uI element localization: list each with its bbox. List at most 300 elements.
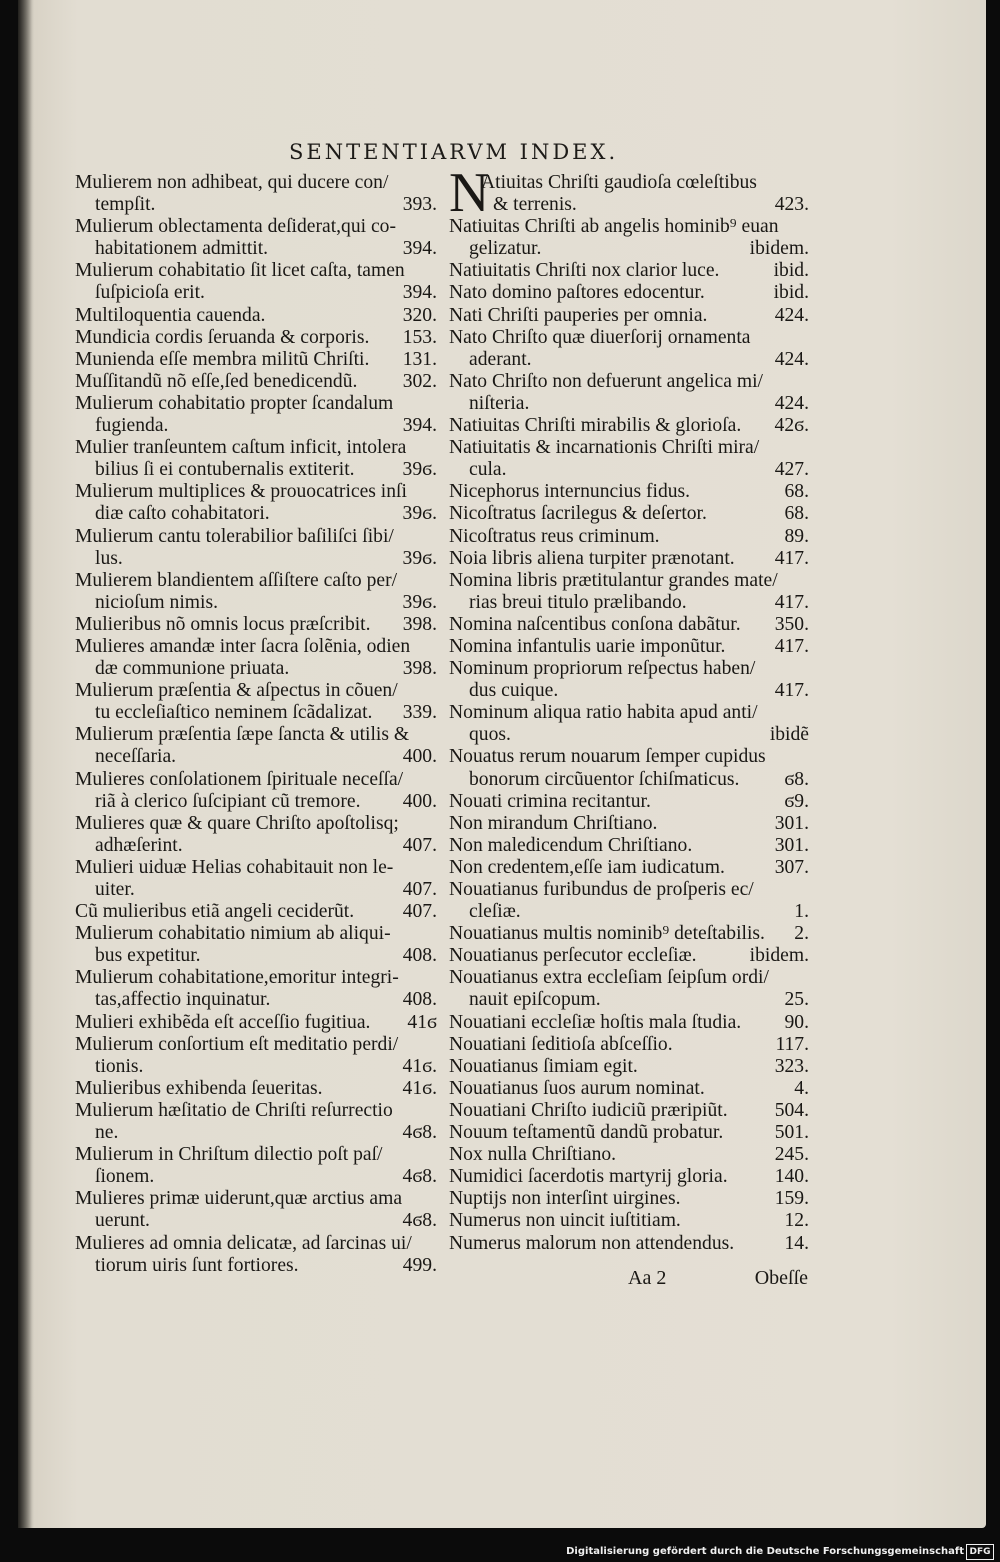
entry-text: Nouatianus furibundus de proſperis ec/ xyxy=(449,879,754,900)
index-entry-line xyxy=(449,813,809,835)
signature-mark: Aa 2 xyxy=(628,1267,667,1289)
index-entry xyxy=(75,1144,437,1188)
index-entry-line xyxy=(449,1188,809,1210)
index-entry-line xyxy=(449,194,809,216)
index-entry-line xyxy=(75,769,437,791)
entry-text: Mulieres ad omnia delicatæ, ad ſarcinas ui/ xyxy=(75,1232,412,1254)
index-entry xyxy=(75,857,437,901)
index-entry xyxy=(449,1144,809,1166)
index-entry xyxy=(75,1233,437,1277)
page-reference: 393. xyxy=(402,194,437,216)
entry-text: Natiuitatis Chriſti nox clarior luce. xyxy=(449,260,720,282)
index-entry-line xyxy=(449,260,809,282)
entry-text: uerunt. xyxy=(95,1210,150,1232)
page-reference: 407. xyxy=(402,901,437,923)
page-reference: 41ϭ. xyxy=(402,1055,437,1077)
index-entry-line xyxy=(449,371,809,393)
index-entry xyxy=(75,923,437,967)
index-entry xyxy=(449,813,809,835)
page-reference: 140. xyxy=(774,1166,809,1188)
index-entry xyxy=(449,216,809,260)
index-entry xyxy=(449,1100,809,1122)
index-entry-line xyxy=(449,415,809,437)
index-entry xyxy=(75,327,437,349)
index-entry xyxy=(75,305,437,327)
page-reference: 423. xyxy=(774,194,809,216)
index-entry xyxy=(75,1100,437,1144)
index-entry-line xyxy=(75,1144,437,1166)
index-entry-line xyxy=(449,437,809,459)
index-entry-line xyxy=(449,923,809,945)
page-reference: 398. xyxy=(402,613,437,635)
entry-text: Noia libris aliena turpiter prænotant. xyxy=(449,547,735,569)
entry-text: Numerus non uincit iuſtitiam. xyxy=(449,1210,681,1232)
index-entry-line xyxy=(449,1012,809,1034)
index-entry-line xyxy=(75,260,437,282)
entry-text: Nouatianus multis nominib⁹ deteſtabilis. xyxy=(449,923,765,945)
index-entry-line xyxy=(449,791,809,813)
entry-text: Multiloquentia cauenda. xyxy=(75,304,266,326)
page-reference: 417. xyxy=(774,591,809,613)
right-column xyxy=(449,162,809,1255)
index-entry xyxy=(75,481,437,525)
index-entry-line xyxy=(75,503,437,525)
entry-text: Mulieri exhibẽda eſt acceſſio fugitiua. xyxy=(75,1011,371,1033)
entry-text: Natiuitas Chriſti mirabilis & glorioſa. xyxy=(449,415,742,437)
entry-text: Mulierum cantu tolerabilior baſiliſci ſibi/ xyxy=(75,525,394,547)
index-entry xyxy=(449,1056,809,1078)
page-reference: ϭ9. xyxy=(784,790,809,812)
index-entry-line xyxy=(449,1056,809,1078)
index-entry-line xyxy=(75,1233,437,1255)
entry-text: Muſſitandũ nõ eſſe,ſed benedicendũ. xyxy=(75,370,358,392)
index-entry xyxy=(449,327,809,371)
page-reference: 39ϭ. xyxy=(402,459,437,481)
entry-text: Mulierum hæſitatio de Chriſti reſurrectio xyxy=(75,1099,393,1121)
entry-text: Nox nulla Chriſtiano. xyxy=(449,1144,617,1166)
index-entry xyxy=(75,1012,437,1034)
page-reference: 407. xyxy=(402,879,437,900)
index-entry-line xyxy=(75,658,437,680)
page-reference: 350. xyxy=(774,613,809,635)
index-entry-line xyxy=(449,570,809,592)
index-entry-line xyxy=(75,305,437,327)
page-reference: 4. xyxy=(794,1077,809,1099)
entry-text: nicioſum nimis. xyxy=(95,591,219,613)
entry-text: Cũ mulieribus etiã angeli ceciderũt. xyxy=(75,901,355,923)
entry-text: Nato Chriſto quæ diuerſorij ornamenta xyxy=(449,326,751,348)
page-reference: ibidem. xyxy=(749,945,809,967)
index-entry xyxy=(449,658,809,702)
entry-text: Nouatianus perſecutor eccleſiæ. xyxy=(449,945,697,967)
index-entry-line xyxy=(75,548,437,570)
page-reference: 159. xyxy=(774,1188,809,1210)
entry-text: nauit epiſcopum. xyxy=(469,989,601,1011)
entry-text: Nicephorus internuncius fidus. xyxy=(449,481,691,503)
page-reference: 117. xyxy=(775,1033,809,1055)
index-entry-line xyxy=(75,1188,437,1210)
page-reference: 499. xyxy=(402,1254,437,1276)
index-entry-line xyxy=(75,702,437,724)
index-entry-line xyxy=(449,901,809,923)
index-entry-line xyxy=(449,945,809,967)
entry-text: Mulierum cohabitatio ſit licet caſta, tamen xyxy=(75,260,405,282)
index-entry-line xyxy=(449,746,809,768)
index-entry-line xyxy=(449,857,809,879)
index-entry-line xyxy=(75,989,437,1011)
index-entry-line xyxy=(75,857,437,879)
page-reference: 408. xyxy=(402,945,437,967)
entry-text: Nato domino paſtores edocentur. xyxy=(449,282,705,304)
index-entry xyxy=(75,371,437,393)
index-entry-line xyxy=(75,879,437,901)
index-entry xyxy=(449,1166,809,1188)
index-entry-line xyxy=(75,415,437,437)
entry-text: Mulierum oblectamenta deſiderat,qui co- xyxy=(75,216,397,238)
index-entry-line xyxy=(449,216,809,238)
page-reference: ϭ8. xyxy=(784,768,809,790)
entry-text: Nouatiani Chriſto iudiciũ præripiũt. xyxy=(449,1099,728,1121)
entry-text: Mundicia cordis ſeruanda & corporis. xyxy=(75,326,370,348)
index-entry-line xyxy=(75,459,437,481)
index-entry xyxy=(75,172,437,216)
index-entry-line xyxy=(75,437,437,459)
entry-text: Mulieres primæ uiderunt,quæ arctius ama xyxy=(75,1188,403,1210)
entry-text: tempſit. xyxy=(95,194,156,216)
index-entry-line xyxy=(75,923,437,945)
index-entry xyxy=(449,967,809,1011)
index-entry xyxy=(449,1233,809,1255)
index-entry-line xyxy=(75,349,437,371)
index-entry xyxy=(449,570,809,614)
index-entry-line xyxy=(75,835,437,857)
page-reference: 68. xyxy=(784,481,809,503)
index-entry-line xyxy=(449,172,809,194)
entry-text: Atiuitas Chriſti gaudioſa cœleſtibus xyxy=(481,172,757,193)
index-entry-line xyxy=(75,194,437,216)
page-reference: 1. xyxy=(794,901,809,923)
index-entry-line xyxy=(75,1255,437,1277)
page-reference: 398. xyxy=(402,658,437,680)
page-reference: 501. xyxy=(774,1122,809,1144)
entry-text: habitationem admittit. xyxy=(95,238,269,260)
index-entry xyxy=(75,769,437,813)
index-entry xyxy=(449,548,809,570)
entry-text: dus cuique. xyxy=(469,680,559,702)
page-reference: 4ϭ8. xyxy=(402,1122,437,1144)
index-entry-line xyxy=(449,481,809,503)
entry-text: uiter. xyxy=(95,879,135,900)
page-reference: 394. xyxy=(402,415,437,437)
entry-text: Mulieres amandæ inter ſacra ſolẽnia, odien xyxy=(75,635,411,657)
entry-text: Mulieri uiduæ Helias cohabitauit non le- xyxy=(75,856,394,878)
index-entry xyxy=(449,282,809,304)
entry-text: Mulierum in Chriſtum dilectio poſt paſ/ xyxy=(75,1144,383,1166)
entry-text: Mulierum cohabitatio nimium ab aliqui- xyxy=(75,923,391,945)
index-entry-line xyxy=(75,570,437,592)
entry-text: Mulierum præſentia ſæpe ſancta & utilis & xyxy=(75,724,410,746)
entry-text: Mulierum conſortium eſt meditatio perdi/ xyxy=(75,1033,399,1055)
page-reference: 427. xyxy=(774,459,809,481)
page-reference: 504. xyxy=(774,1099,809,1121)
entry-text: Nati Chriſti pauperies per omnia. xyxy=(449,304,708,326)
funding-credit: Digitalisierung gefördert durch die Deutsche Forschungsgemeinschaft xyxy=(566,1546,964,1557)
dfg-logo-badge: DFG xyxy=(966,1544,994,1560)
page-reference: 90. xyxy=(784,1011,809,1033)
entry-text: Nominum propriorum reſpectus haben/ xyxy=(449,658,756,680)
entry-text: tionis. xyxy=(95,1055,144,1077)
index-entry-line xyxy=(449,1100,809,1122)
page-reference: ibid. xyxy=(773,260,809,282)
page-reference: 4ϭ8. xyxy=(402,1166,437,1188)
page-reference: 400. xyxy=(402,746,437,768)
index-entry xyxy=(449,260,809,282)
entry-text: Nicoſtratus reus criminum. xyxy=(449,525,660,547)
index-entry xyxy=(449,791,809,813)
index-entry-line xyxy=(449,879,809,901)
entry-text: Nomina naſcentibus conſona dabãtur. xyxy=(449,613,741,635)
page-reference: 424. xyxy=(774,304,809,326)
index-entry xyxy=(75,393,437,437)
index-entry xyxy=(449,1078,809,1100)
entry-text: Nouatus rerum nouarum ſemper cupidus xyxy=(449,746,766,768)
page-reference: 301. xyxy=(774,834,809,856)
index-entry xyxy=(75,526,437,570)
index-entry xyxy=(449,1012,809,1034)
page-reference: 394. xyxy=(402,238,437,260)
index-entry-line xyxy=(75,592,437,614)
index-entry xyxy=(75,437,437,481)
page-reference: 39ϭ. xyxy=(402,591,437,613)
entry-text: Nouatianus ſuos aurum nominat. xyxy=(449,1077,705,1099)
index-entry-line xyxy=(75,172,437,194)
entry-text: Munienda eſſe membra militũ Chriſti. xyxy=(75,348,370,370)
index-entry-line xyxy=(449,459,809,481)
index-entry-line xyxy=(449,1166,809,1188)
entry-text: neceſſaria. xyxy=(95,746,177,768)
entry-text: Nouatianus ſimiam egit. xyxy=(449,1055,638,1077)
index-entry-line xyxy=(75,1100,437,1122)
entry-text: fugienda. xyxy=(95,415,169,437)
index-entry-line xyxy=(449,835,809,857)
index-entry xyxy=(75,1188,437,1232)
index-entry-line xyxy=(75,371,437,393)
entry-text: gelizatur. xyxy=(469,238,542,260)
page-reference: 41ϭ xyxy=(407,1011,437,1033)
index-entry xyxy=(449,746,809,790)
index-entry-line xyxy=(449,305,809,327)
page-reference: 2. xyxy=(794,923,809,945)
index-entry-line xyxy=(75,1210,437,1232)
page-reference: ibid. xyxy=(773,282,809,304)
spine-shadow xyxy=(18,0,34,1528)
index-entry xyxy=(449,614,809,636)
index-entry-line xyxy=(75,216,437,238)
index-entry xyxy=(449,1210,809,1232)
entry-text: bilius ſi ei contubernalis extiterit. xyxy=(95,459,355,481)
entry-text: Non credentem,eſſe iam iudicatum. xyxy=(449,856,725,878)
entry-text: Natiuitatis & incarnationis Chriſti mira/ xyxy=(449,437,760,459)
index-entry-line xyxy=(75,1056,437,1078)
page-reference: 42ϭ. xyxy=(774,415,809,437)
index-entry-line xyxy=(449,1144,809,1166)
index-entry xyxy=(449,162,809,224)
entry-text: Mulieres conſolationem ſpirituale neceſſa/ xyxy=(75,768,404,790)
entry-text: Nuptijs non interſint uirgines. xyxy=(449,1188,681,1210)
index-entry xyxy=(449,923,809,945)
index-entry xyxy=(449,481,809,503)
index-entry xyxy=(449,1034,809,1056)
index-entry-line xyxy=(449,1210,809,1232)
index-entry xyxy=(75,614,437,636)
entry-text: Numidici ſacerdotis martyrij gloria. xyxy=(449,1166,728,1188)
page-reference: 339. xyxy=(402,702,437,724)
entry-text: niſteria. xyxy=(469,392,530,414)
entry-text: dæ communione priuata. xyxy=(95,658,290,680)
index-entry-line xyxy=(75,724,437,746)
page-reference: 400. xyxy=(402,790,437,812)
page-reference: 408. xyxy=(402,989,437,1011)
entry-text: diæ caſto cohabitatori. xyxy=(95,503,270,525)
entry-text: Mulier tranſeuntem caſtum inficit, intolera xyxy=(75,437,407,459)
index-entry xyxy=(75,1034,437,1078)
index-entry-line xyxy=(75,526,437,548)
index-entry xyxy=(449,879,809,923)
entry-text: Mulierum cohabitatione,emoritur integri- xyxy=(75,967,399,989)
index-entry-line xyxy=(449,1078,809,1100)
index-entry xyxy=(75,1078,437,1100)
index-entry-line xyxy=(75,1078,437,1100)
page-reference: 41ϭ. xyxy=(402,1077,437,1099)
index-entry-line xyxy=(75,636,437,658)
entry-text: adhæſerint. xyxy=(95,834,183,856)
page-footer xyxy=(628,1267,808,1290)
index-entry-line xyxy=(449,238,809,260)
page-reference: 417. xyxy=(774,635,809,657)
page-header: SENTENTIARVM INDEX. xyxy=(289,140,619,164)
index-entry-line xyxy=(449,592,809,614)
index-entry-line xyxy=(75,238,437,260)
index-entry-line xyxy=(75,393,437,415)
page-reference: 320. xyxy=(402,304,437,326)
entry-text: Nomina infantulis uarie imponũtur. xyxy=(449,635,726,657)
index-entry-line xyxy=(449,989,809,1011)
index-entry-line xyxy=(449,724,809,746)
index-entry xyxy=(75,570,437,614)
index-entry xyxy=(75,967,437,1011)
index-entry xyxy=(75,260,437,304)
entry-text: cleſiæ. xyxy=(469,901,521,923)
catchword: Obeſſe xyxy=(754,1267,808,1289)
page-reference: 323. xyxy=(774,1055,809,1077)
index-entry-line xyxy=(449,614,809,636)
entry-text: tiorum uiris ſunt fortiores. xyxy=(95,1254,299,1276)
index-entry-line xyxy=(75,481,437,503)
index-entry-line xyxy=(449,967,809,989)
index-entry xyxy=(75,813,437,857)
index-entry xyxy=(449,636,809,658)
entry-text: Mulierum cohabitatio propter ſcandalum xyxy=(75,392,394,414)
page-reference: 417. xyxy=(774,680,809,702)
entry-text: Mulieribus nõ omnis locus præſcribit. xyxy=(75,613,371,635)
index-entry xyxy=(449,945,809,967)
index-entry-line xyxy=(449,769,809,791)
index-entry-line xyxy=(449,636,809,658)
index-entry-line xyxy=(449,1233,809,1255)
index-entry xyxy=(449,835,809,857)
index-entry-line xyxy=(75,901,437,923)
index-entry xyxy=(75,216,437,260)
index-entry-line xyxy=(449,1122,809,1144)
entry-text: bus expetitur. xyxy=(95,945,201,967)
index-entry-line xyxy=(449,526,809,548)
page-reference: 39ϭ. xyxy=(402,547,437,569)
index-entry-line xyxy=(75,1034,437,1056)
page-reference: 424. xyxy=(774,348,809,370)
entry-text: rias breui titulo prælibando. xyxy=(469,591,687,613)
entry-text: riã à clerico ſuſcipiant cũ tremore. xyxy=(95,790,361,812)
index-entry-line xyxy=(449,282,809,304)
entry-text: Non maledicendum Chriſtiano. xyxy=(449,834,693,856)
index-entry-line xyxy=(449,393,809,415)
index-entry xyxy=(449,526,809,548)
index-entry xyxy=(449,857,809,879)
entry-text: quos. xyxy=(469,724,511,746)
index-entry xyxy=(75,724,437,768)
page-reference: 424. xyxy=(774,392,809,414)
page-reference: ibidem. xyxy=(749,238,809,260)
index-entry xyxy=(449,702,809,746)
page-reference: 301. xyxy=(774,812,809,834)
entry-text: Mulieribus exhibenda ſeueritas. xyxy=(75,1077,323,1099)
index-entry xyxy=(449,437,809,481)
entry-text: Nicoſtratus ſacrilegus & deſertor. xyxy=(449,503,707,525)
index-entry-line xyxy=(449,702,809,724)
index-entry-line xyxy=(75,680,437,702)
drop-initial: N xyxy=(449,162,490,224)
entry-text: Mulierem non adhibeat, qui ducere con/ xyxy=(75,172,389,193)
entry-text: bonorum circũuentor ſchiſmaticus. xyxy=(469,768,740,790)
page-reference: 417. xyxy=(774,547,809,569)
index-entry-line xyxy=(75,1122,437,1144)
entry-text: Mulierum multiplices & prouocatrices inſi xyxy=(75,481,407,503)
page-reference: 153. xyxy=(402,326,437,348)
index-entry-line xyxy=(449,548,809,570)
entry-text: Nouatiani eccleſiæ hoſtis mala ſtudia. xyxy=(449,1011,742,1033)
index-entry-line xyxy=(75,1012,437,1034)
left-column xyxy=(75,172,437,1277)
entry-text: cula. xyxy=(469,459,507,481)
page-reference: 39ϭ. xyxy=(402,503,437,525)
page-reference: 245. xyxy=(774,1144,809,1166)
page-reference: ibidẽ xyxy=(769,724,809,746)
index-entry-line xyxy=(75,282,437,304)
index-entry-line xyxy=(449,327,809,349)
index-entry xyxy=(75,636,437,680)
page-reference: 394. xyxy=(402,282,437,304)
index-entry-line xyxy=(449,680,809,702)
index-entry xyxy=(449,371,809,415)
entry-text: Nato Chriſto non defuerunt angelica mi/ xyxy=(449,370,763,392)
entry-text: ne. xyxy=(95,1122,119,1144)
page-reference: 302. xyxy=(402,370,437,392)
index-entry-line xyxy=(449,1034,809,1056)
page-reference: 4ϭ8. xyxy=(402,1210,437,1232)
entry-text: Numerus malorum non attendendus. xyxy=(449,1232,735,1254)
index-entry-line xyxy=(75,614,437,636)
page-reference: 89. xyxy=(784,525,809,547)
entry-text: Natiuitas Chriſti ab angelis hominib⁹ euan xyxy=(449,216,779,238)
